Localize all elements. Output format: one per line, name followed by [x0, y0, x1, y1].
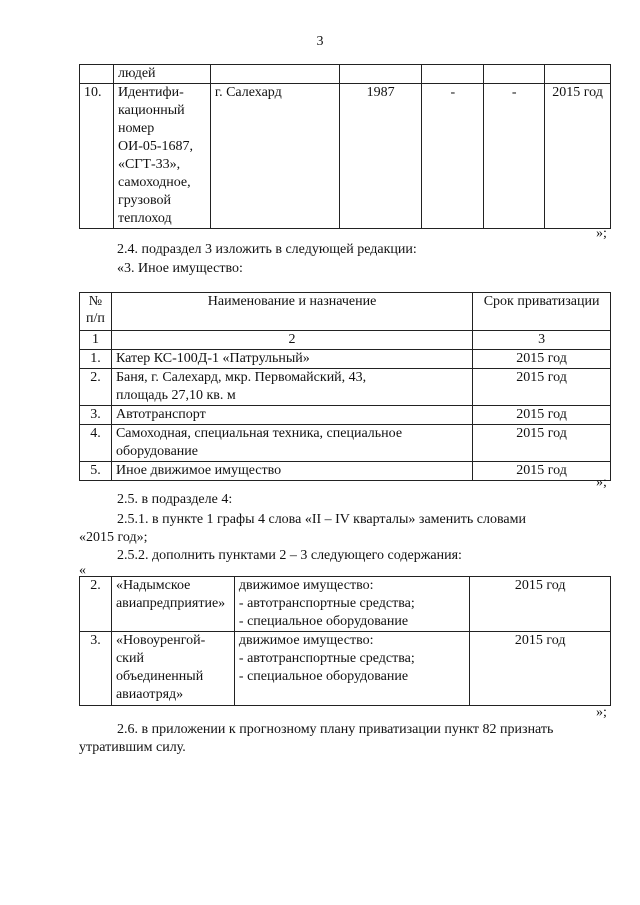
cell-dash: -	[422, 84, 484, 229]
item-term: 2015 год	[473, 462, 611, 481]
row-number: 2.	[80, 369, 112, 406]
row-number: 3.	[80, 406, 112, 425]
row-number: 4.	[80, 425, 112, 462]
cell	[545, 65, 611, 84]
item-term: 2015 год	[470, 632, 611, 706]
closing-quote: »;	[596, 705, 607, 720]
table-row	[80, 369, 611, 406]
header-term: Срок приватизации	[473, 293, 611, 331]
item-name	[113, 84, 210, 229]
text-line: авиапредприятие»	[115, 596, 226, 611]
opening-quote: «	[79, 563, 86, 578]
col-number: 2	[111, 331, 472, 350]
col-number: 1	[80, 331, 112, 350]
text-line: теплоход	[117, 211, 172, 226]
closing-quote: »;	[596, 226, 607, 241]
cell	[210, 65, 339, 84]
item-name: Иное движимое имущество	[111, 462, 472, 481]
text-line: ОИ-05-1687,	[117, 139, 194, 154]
item-description	[234, 577, 470, 632]
cell: людей	[113, 65, 210, 84]
table-row	[80, 425, 611, 462]
row-number: 2.	[80, 577, 112, 632]
table-row	[80, 406, 611, 425]
item-name	[111, 369, 472, 406]
table-continuation	[79, 64, 611, 229]
table-row	[80, 65, 611, 84]
item-location: г. Салехард	[210, 84, 339, 229]
row-number: 10.	[80, 84, 114, 229]
text-line: Идентифи-	[117, 85, 184, 100]
paragraph-2-5-2: 2.5.2. дополнить пунктами 2 – 3 следующего содержания:	[117, 548, 462, 563]
paragraph-2-5: 2.5. в подразделе 4:	[117, 492, 233, 507]
text-line: площадь 27,10 кв. м	[115, 388, 236, 403]
paragraph-2-6: 2.6. в приложении к прогнозному плану приватизации пункт 82 признать	[117, 722, 554, 737]
text-line: номер	[117, 121, 155, 136]
text-line: грузовой	[117, 193, 171, 208]
text-line: Баня, г. Салехард, мкр. Первомайский, 43,	[115, 370, 367, 385]
text-line: - специальное оборудование	[238, 614, 409, 629]
table-row	[80, 331, 611, 350]
item-name	[111, 632, 234, 706]
text-line: «Надымское	[115, 578, 191, 593]
paragraph-2-5-1: 2.5.1. в пункте 1 графы 4 слова «II – IV кварталы» заменить словами	[117, 512, 526, 527]
col-number: 3	[473, 331, 611, 350]
header-name: Наименование и назначение	[111, 293, 472, 331]
page-number: 3	[316, 34, 324, 49]
text-line: - автотранспортные средства;	[238, 651, 415, 666]
text-line: кационный	[117, 103, 185, 118]
text-line: движимое имущество:	[238, 578, 374, 593]
closing-quote: »;	[596, 475, 607, 490]
text-line: ский	[115, 651, 144, 666]
text-line: «СГТ-33»,	[117, 157, 181, 172]
item-term: 2015 год	[470, 577, 611, 632]
cell-dash: -	[484, 84, 545, 229]
table-aviation	[79, 576, 611, 706]
text-line: объединенный	[115, 669, 204, 684]
text-line: «Новоуренгой-	[115, 633, 206, 648]
table-row	[80, 577, 611, 632]
text-line: самоходное,	[117, 175, 191, 190]
table-row	[80, 462, 611, 481]
item-term: 2015 год	[473, 425, 611, 462]
text-line: - специальное оборудование	[238, 669, 409, 684]
table-header-row	[80, 293, 611, 331]
row-number: 5.	[80, 462, 112, 481]
table-row	[80, 350, 611, 369]
item-term: 2015 год	[473, 406, 611, 425]
item-term: 2015 год	[473, 369, 611, 406]
paragraph-2-6-cont: утратившим силу.	[79, 740, 186, 755]
text-line: оборудование	[115, 444, 198, 459]
item-name	[111, 577, 234, 632]
paragraph-2-4: 2.4. подраздел 3 изложить в следующей редакции:	[117, 242, 417, 257]
item-name: Автотранспорт	[111, 406, 472, 425]
cell	[80, 65, 114, 84]
text-line: движимое имущество:	[238, 633, 374, 648]
cell	[484, 65, 545, 84]
cell	[422, 65, 484, 84]
item-year: 1987	[339, 84, 422, 229]
paragraph-2-5-1-cont: «2015 год»;	[79, 530, 148, 545]
item-name	[111, 425, 472, 462]
text-line: авиаотряд»	[115, 687, 184, 702]
item-name: Катер КС-100Д-1 «Патрульный»	[111, 350, 472, 369]
header-number: № п/п	[80, 293, 112, 331]
text-line: - автотранспортные средства;	[238, 596, 415, 611]
item-term: 2015 год	[473, 350, 611, 369]
item-term: 2015 год	[545, 84, 611, 229]
row-number: 1.	[80, 350, 112, 369]
item-description	[234, 632, 470, 706]
table-other-property	[79, 292, 611, 481]
text-line: Самоходная, специальная техника, специальное	[115, 426, 403, 441]
cell	[339, 65, 422, 84]
paragraph-2-4-title: «3. Иное имущество:	[117, 261, 243, 276]
table-row	[80, 632, 611, 706]
table-row	[80, 84, 611, 229]
row-number: 3.	[80, 632, 112, 706]
